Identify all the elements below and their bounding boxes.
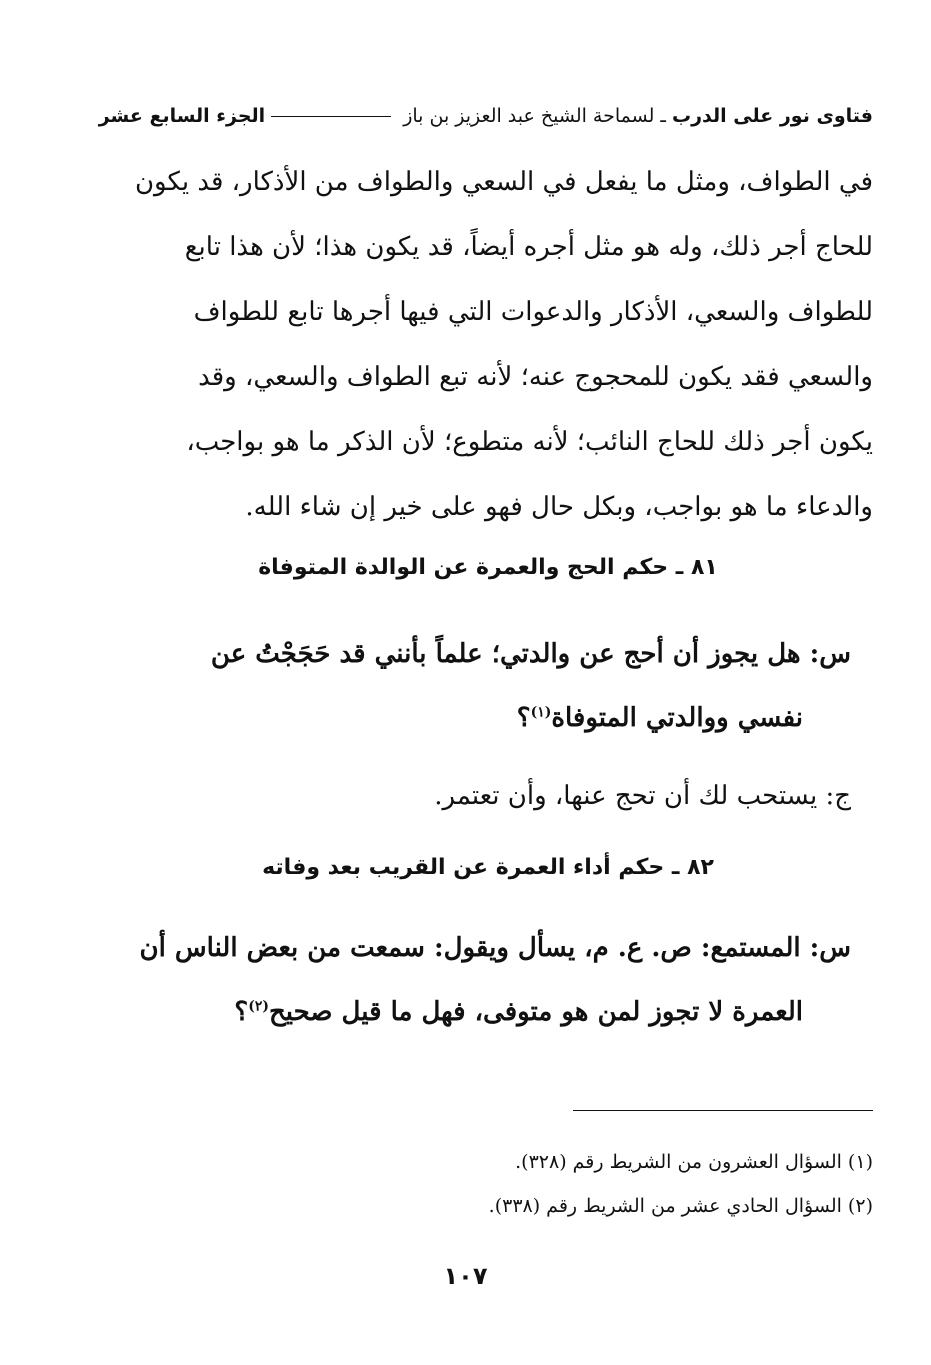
- question-text: نفسي ووالدتي المتوفاة: [551, 703, 803, 733]
- question-81: [103, 622, 851, 750]
- question-mark: ؟: [516, 703, 531, 733]
- volume-label: الجزء السابع عشر: [98, 105, 266, 127]
- answer-81: ج: يستحب لك أن تحج عنها، وأن تعتمر.: [434, 781, 851, 811]
- body-line: والدعاء ما هو بواجب، وبكل حال فهو على خير إن شاء الله.: [245, 492, 873, 522]
- body-line: للحاج أجر ذلك، وله هو مثل أجره أيضاً، قد يكون هذا؛ لأن هذا تابع: [184, 232, 873, 262]
- body-paragraph: [103, 150, 873, 540]
- section-heading-81: ٨١ ـ حكم الحج والعمرة عن الوالدة المتوفاة: [258, 555, 718, 580]
- page-number: ١٠٧: [443, 1262, 488, 1290]
- question-text: العمرة لا تجوز لمن هو متوفى، فهل ما قيل صحيح: [269, 997, 803, 1027]
- footnote-ref[interactable]: (٢): [248, 998, 270, 1015]
- question-82: [103, 916, 851, 1044]
- section-heading-82: ٨٢ ـ حكم أداء العمرة عن القريب بعد وفاته: [262, 855, 714, 880]
- footnote: (٢) السؤال الحادي عشر من الشريط رقم (٣٣٨).: [488, 1195, 873, 1217]
- question-line: س: المستمع: ص. ع. م، يسأل ويقول: سمعت من بعض الناس أن: [139, 933, 851, 963]
- question-line-cont: [103, 686, 851, 750]
- body-line: والسعي فقد يكون للمحجوج عنه؛ لأنه تبع الطواف والسعي، وقد: [198, 362, 873, 392]
- series-title: فتاوى نور على الدرب: [672, 105, 873, 127]
- footnote-separator: [573, 1110, 873, 1111]
- body-line: في الطواف، ومثل ما يفعل في السعي والطواف من الأذكار، قد يكون: [134, 167, 873, 197]
- author-name: ـ لسماحة الشيخ عبد العزيز بن باز: [403, 105, 666, 127]
- header-rule: [271, 116, 391, 117]
- question-line: س: هل يجوز أن أحج عن والدتي؛ علماً بأنني قد حَجَجْتُ عن: [210, 639, 851, 669]
- question-mark: ؟: [234, 997, 249, 1027]
- footnotes: [103, 1140, 873, 1228]
- body-line: يكون أجر ذلك للحاج النائب؛ لأنه متطوع؛ لأن الذكر ما هو بواجب،: [186, 427, 873, 457]
- running-header-title: [265, 105, 873, 127]
- footnote: (١) السؤال العشرون من الشريط رقم (٣٢٨).: [515, 1151, 873, 1173]
- question-line-cont: [103, 980, 851, 1044]
- running-header: [98, 98, 873, 134]
- footnote-ref[interactable]: (١): [530, 704, 552, 721]
- body-line: للطواف والسعي، الأذكار والدعوات التي فيها أجرها تابع للطواف: [193, 297, 873, 327]
